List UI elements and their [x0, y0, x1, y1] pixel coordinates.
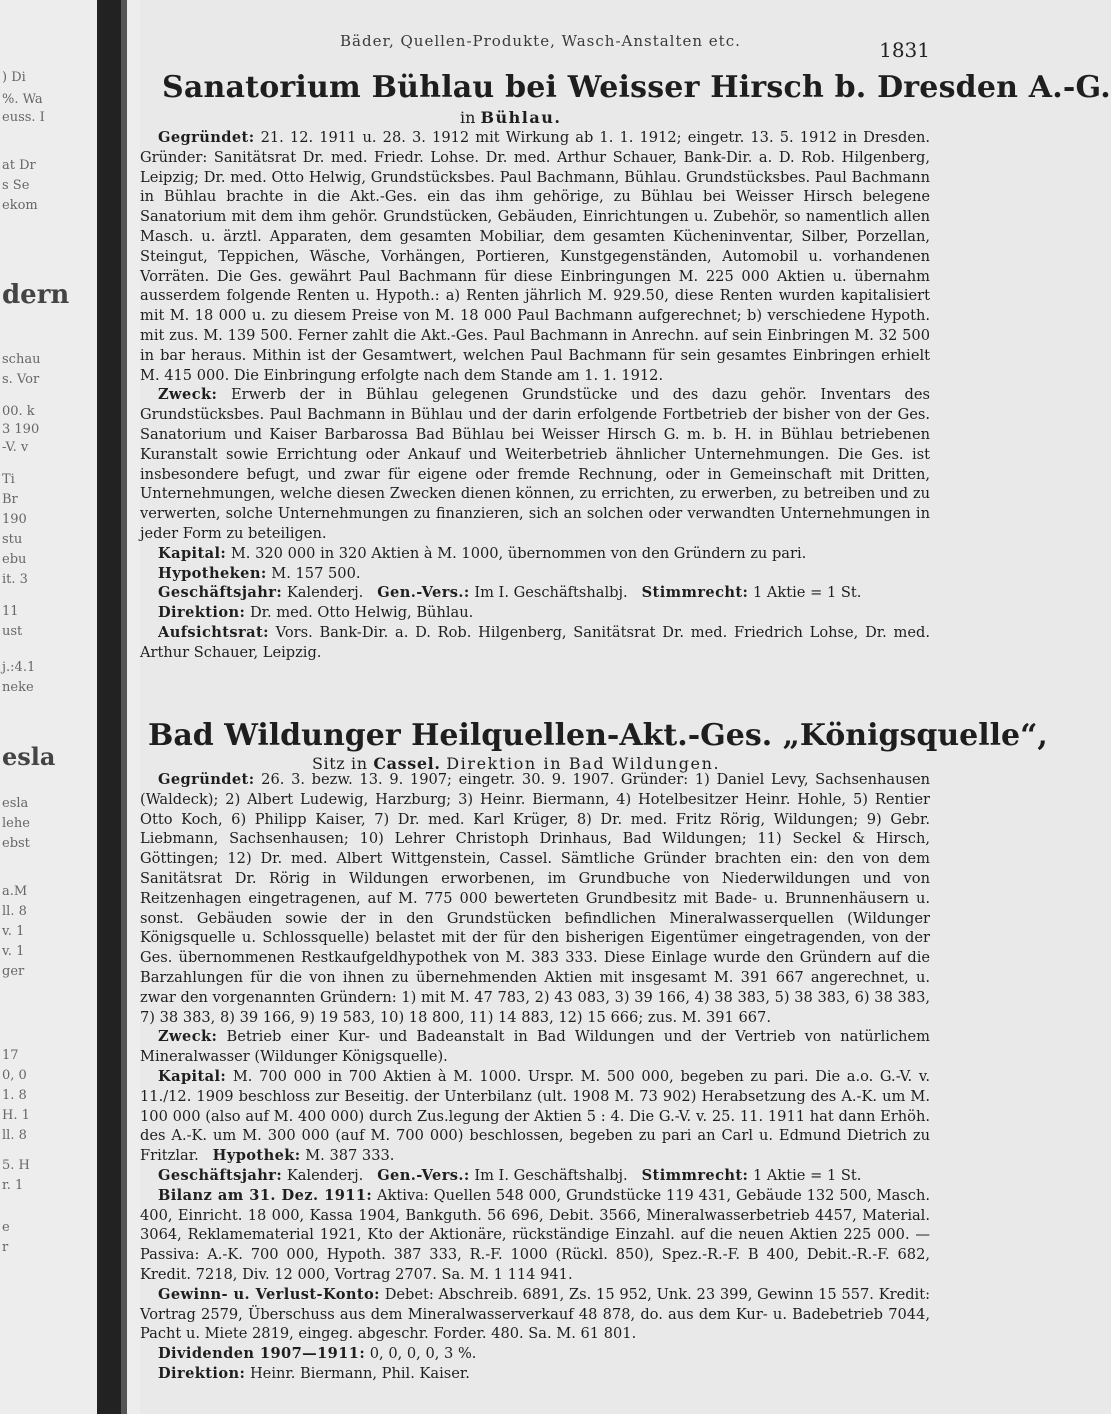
margin-fragment: ll. 8: [2, 1128, 27, 1143]
founded-text: 21. 12. 1911 u. 28. 3. 1912 mit Wirkung ab 1. 1. 1912; eingetr. 13. 5. 1912 in Dresden. Gründer: Sanitätsrat Dr. med. Friedr. Lohse. Dr. med. Arthur Schauer, Bank-Dir. a. D. Rob. Hilgenberg, Leipzig; Dr. med. Otto Helwig, Grundstücksbes. Paul Bachmann, Bühlau. Grundstücksbes. Paul Bachmann in Bühlau brachte in die Akt.-Ges. ein das ihm gehörige, zu Bühlau bei Weisser Hirsch belegene Sanatorium mit dem ihm gehör. Grundstücken, Gebäuden, Einrichtungen u. Zubehör, so namentlich allen Masch. u. ärztl. Apparaten, dem gesamten Mobiliar, dem gesamten Kücheninventar, Silber, Porzellan, Steingut, Teppichen, Wäsche, Vorhängen, Portieren, Kunstgegenständen, Automobil u. vorhandenen Vorräten. Die Ges. gewährt Paul Bachmann für diese Einbringungen M. 225 000 Aktien u. übernahm ausserdem folgende Renten u. Hypoth.: a) Renten jährlich M. 929.50, diese Renten wurden kapitalisiert mit M. 18 000 u. zu diesem Preise von M. 18 000 Paul Bachmann aufgerechnet; b) verschiedene Hypoth. mit zus. M. 139 500. Ferner zahlt die Akt.-Ges. Paul Bachmann in Anrechn. auf sein Einbringen M. 32 500 in bar heraus. Mithin ist der Gesamtwert, welchen Paul Bachmann für sein gesamtes Einbringen erhielt M. 415 000. Die Einbringung erfolgte nach dem Stande am 1. 1. 1912.: [140, 129, 930, 384]
book-spine-edge: [121, 0, 127, 1414]
company-title: Sanatorium Bühlau bei Weisser Hirsch b. Dresden A.-G.: [162, 70, 1111, 105]
mortgages-label: Hypotheken:: [158, 564, 267, 582]
gv-label: Gen.-Vers.:: [377, 1166, 470, 1184]
purpose-paragraph: [140, 1027, 930, 1067]
profit-loss-text: Debet: Abschreib. 6891, Zs. 15 952, Unk. 23 399, Gewinn 15 557. Kredit: Vortrag 2579, Überschuss aus dem Mineralwasserverkauf 48 878, do. aus dem Kur- u. Badebetrieb 7044, Pacht u. Miete 2819, eingeg. abgeschr. Forder. 480. Sa. M. 61 801.: [140, 1285, 931, 1343]
direction-paragraph: [140, 603, 930, 623]
company-entry: [140, 770, 930, 1384]
fiscal-text: Kalenderj.: [286, 584, 364, 602]
margin-fragment: ebu: [2, 552, 27, 567]
capital-paragraph: [140, 544, 930, 564]
founded-paragraph: [140, 770, 930, 1027]
purpose-label: Zweck:: [158, 386, 218, 404]
margin-fragment: ger: [2, 964, 25, 979]
margin-fragment: dern: [2, 280, 70, 310]
balance-label: Bilanz am 31. Dez. 1911:: [158, 1186, 373, 1204]
founded-label: Gegründet:: [158, 771, 255, 788]
margin-fragment: Ti: [2, 472, 15, 487]
founded-label: Gegründet:: [158, 129, 255, 146]
dividends-text: 0, 0, 0, 0, 3 %.: [369, 1345, 477, 1363]
margin-fragment: -V. v: [2, 440, 29, 455]
mortgage-label: Hypothek:: [212, 1147, 301, 1165]
margin-fragment: ust: [2, 624, 23, 639]
direction-label: Direktion:: [158, 604, 246, 622]
margin-fragment: s Se: [2, 178, 30, 193]
company-entry: [140, 128, 930, 663]
vote-text: 1 Aktie = 1 St.: [752, 584, 862, 602]
fiscal-label: Geschäftsjahr:: [158, 584, 283, 602]
margin-fragment: s. Vor: [2, 372, 40, 387]
purpose-paragraph: [140, 385, 930, 543]
margin-fragment: 3 190: [2, 422, 40, 437]
margin-fragment: v. 1: [2, 944, 25, 959]
board-label: Aufsichtsrat:: [158, 623, 269, 641]
margin-fragment: r: [2, 1240, 9, 1255]
margin-fragment: %. Wa: [2, 92, 43, 107]
margin-fragment: e: [2, 1220, 10, 1235]
gv-text: Im I. Geschäftshalbj.: [474, 584, 628, 602]
fiscal-text: Kalenderj.: [286, 1166, 364, 1184]
margin-fragment: 11: [2, 604, 19, 619]
margin-fragment: it. 3: [2, 572, 28, 587]
capital-label: Kapital:: [158, 544, 227, 562]
company-seat: [460, 108, 561, 127]
margin-fragment: 190: [2, 512, 27, 527]
capital-text: M. 320 000 in 320 Aktien à M. 1000, übernommen von den Gründern zu pari.: [230, 544, 807, 562]
margin-fragment: esla: [2, 796, 29, 811]
page-number: 1831: [879, 38, 930, 62]
margin-fragment: a.M: [2, 884, 28, 899]
capital-label: Kapital:: [158, 1067, 227, 1085]
margin-fragment: r. 1: [2, 1178, 24, 1193]
board-paragraph: [140, 623, 930, 663]
profit-loss-label: Gewinn- u. Verlust-Konto:: [158, 1285, 380, 1303]
margin-fragment: 17: [2, 1048, 19, 1063]
board-text: Vors. Bank-Dir. a. D. Rob. Hilgenberg, Sanitätsrat Dr. med. Friedrich Lohse, Dr. med. Arthur Schauer, Leipzig.: [140, 623, 931, 661]
running-head: Bäder, Quellen-Produkte, Wasch-Anstalten etc.: [340, 32, 741, 50]
page: [140, 32, 1111, 1402]
margin-fragment: stu: [2, 532, 23, 547]
margin-fragment: ll. 8: [2, 904, 27, 919]
seat-prefix: in: [460, 108, 476, 127]
company-title: Bad Wildunger Heilquellen-Akt.-Ges. „Königsquelle“,: [148, 718, 1048, 753]
margin-fragment: euss. I: [2, 110, 45, 125]
margin-fragment: 00. k: [2, 404, 35, 419]
margin-fragment: 1. 8: [2, 1088, 27, 1103]
margin-fragment: ebst: [2, 836, 30, 851]
seat-name: Cassel.: [373, 754, 441, 773]
profit-loss-paragraph: [140, 1285, 930, 1344]
margin-fragment: esla: [2, 742, 56, 771]
vote-text: 1 Aktie = 1 St.: [752, 1166, 862, 1184]
purpose-text: Betrieb einer Kur- und Badeanstalt in Bad Wildungen und der Vertrieb von natürlichem Mineralwasser (Wildunger Königsquelle).: [140, 1028, 930, 1066]
seat-name: Bühlau.: [480, 108, 562, 127]
direction-text: Heinr. Biermann, Phil. Kaiser.: [249, 1364, 470, 1382]
balance-text: Aktiva: Quellen 548 000, Grundstücke 119 431, Gebäude 132 500, Masch. 400, Einricht. 18 000, Kassa 1904, Bankguth. 56 696, Debit. 3566, Mineralwasserbetrieb 4457, Material. 3064, Reklamematerial 1921, Kto der Aktionäre, rückständige Einzahl. auf die neuen Aktien 225 000. — Passiva: A.-K. 700 000, Hypoth. 387 333, R.-F. 1000 (Rückl. 850), Spez.-R.-F. B 400, Debit.-R.-F. 682, Kredit. 7218, Div. 12 000, Vortrag 2707. Sa. M. 1 114 941.: [140, 1186, 930, 1283]
margin-fragment: j.:4.1: [2, 660, 36, 675]
dividends-label: Dividenden 1907—1911:: [158, 1345, 366, 1363]
margin-fragment: lehe: [2, 816, 30, 831]
founded-paragraph: [140, 128, 930, 385]
mortgages-text: M. 157 500.: [271, 564, 361, 582]
margin-fragment: schau: [2, 352, 41, 367]
direction-location: Direktion in Bad Wildungen.: [446, 754, 721, 773]
margin-fragment: neke: [2, 680, 34, 695]
book-spine-shadow: [97, 0, 121, 1414]
margin-fragment: ekom: [2, 198, 38, 213]
capital-text: M. 700 000 in 700 Aktien à M. 1000. Urspr. M. 500 000, begeben zu pari. Die a.o. G.-V. v. 11./12. 1909 beschloss zur Beseitig. der Unterbilanz (ult. 1908 M. 73 902) Herabsetzung des A.-K. um M. 100 000 (also auf M. 400 000) durch Zus.legung der Aktien 5 : 4. Die G.-V. v. 25. 11. 1911 hat dann Erhöh. des A.-K. um M. 300 000 (auf M. 700 000) beschlossen, begeben zu pari an Carl u. Edmund Dietrich zu Fritzlar.: [140, 1067, 930, 1165]
mortgage-text: M. 387 333.: [305, 1147, 395, 1165]
fiscal-paragraph: [140, 1166, 930, 1186]
balance-paragraph: [140, 1186, 930, 1285]
gv-label: Gen.-Vers.:: [377, 584, 470, 602]
direction-label: Direktion:: [158, 1364, 246, 1382]
margin-fragment: Br: [2, 492, 18, 507]
margin-fragment: 0, 0: [2, 1068, 27, 1083]
direction-paragraph: [140, 1364, 930, 1384]
vote-label: Stimmrecht:: [641, 584, 749, 602]
dividends-paragraph: [140, 1344, 930, 1364]
margin-fragment: v. 1: [2, 924, 25, 939]
seat-prefix: Sitz in: [312, 754, 368, 773]
purpose-label: Zweck:: [158, 1028, 218, 1046]
fiscal-label: Geschäftsjahr:: [158, 1166, 283, 1184]
margin-fragment: at Dr: [2, 158, 36, 173]
capital-paragraph: [140, 1067, 930, 1166]
mortgages-paragraph: [140, 564, 930, 584]
margin-fragment: 5. H: [2, 1158, 30, 1173]
margin-fragment: H. 1: [2, 1108, 30, 1123]
purpose-text: Erwerb der in Bühlau gelegenen Grundstücke und des dazu gehör. Inventars des Grundstücksbes. Paul Bachmann in Bühlau und der darin erfolgende Fortbetrieb der bisher von der Ges. Sanatorium und Kaiser Barbarossa Bad Bühlau bei Weisser Hirsch G. m. b. H. in Bühlau betriebenen Kuranstalt sowie Errichtung oder Ankauf und Weiterbetrieb ähnlicher Unternehmungen. Die Ges. ist insbesondere befugt, und zwar für eigene oder fremde Rechnung, oder in Gemeinschaft mit Dritten, Unternehmungen, welche diesen Zwecken dienen können, zu errichten, zu erwerben, zu betreiben und zu verwerten, solche Unternehmungen zu finanzieren, sich an solchen oder verwandten Unternehmungen in jeder Form zu beteiligen.: [140, 386, 930, 542]
fiscal-paragraph: [140, 583, 930, 603]
gv-text: Im I. Geschäftshalbj.: [474, 1166, 628, 1184]
vote-label: Stimmrecht:: [641, 1166, 749, 1184]
margin-fragment: ) Di: [2, 70, 26, 85]
founded-text: 26. 3. bezw. 13. 9. 1907; eingetr. 30. 9. 1907. Gründer: 1) Daniel Levy, Sachsenhausen (Waldeck); 2) Albert Ludewig, Harzburg; 3) Heinr. Biermann, 4) Hotelbesitzer Heinr. Hohle, 5) Rentier Otto Koch, 6) Philipp Kaiser, 7) Dr. med. Karl Krüger, 8) Dr. med. Fritz Rörig, Wildungen; 9) Gebr. Liebmann, Sachsenhausen; 10) Lehrer Christoph Drinhaus, Bad Wildungen; 11) Seckel & Hirsch, Göttingen; 12) Dr. med. Albert Wittgenstein, Cassel. Sämtliche Gründer brachten ein: den von dem Sanitätsrat Dr. Rörig in Wildungen erworbenen, im Grundbuche von Niederwildungen und von Reitzenhagen eingetragenen, auf M. 775 000 bewerteten Grundbesitz mit Bade- u. Brunnenhäusern u. sonst. Gebäuden sowie der in den Grundstücken befindlichen Mineralwasserquellen (Wildunger Königsquelle u. Schlossquelle) belastet mit der für den bisherigen Eigentümer eingetragenden, von der Ges. übernommenen Restkaufgeldhypothek von M. 383 333. Diese Einlage wurde den Gründern auf die Barzahlungen für die von ihnen zu übernehmenden Aktien mit insgesamt M. 391 667 angerechnet, u. zwar den vorgenannten Gründern: 1) mit M. 47 783, 2) 43 083, 3) 39 166, 4) 38 383, 5) 38 383, 6) 38 383, 7) 38 383, 8) 39 166, 9) 19 583, 10) 18 800, 11) 14 883, 12) 15 666; zus. M. 391 667.: [140, 771, 930, 1026]
direction-text: Dr. med. Otto Helwig, Bühlau.: [249, 604, 474, 622]
